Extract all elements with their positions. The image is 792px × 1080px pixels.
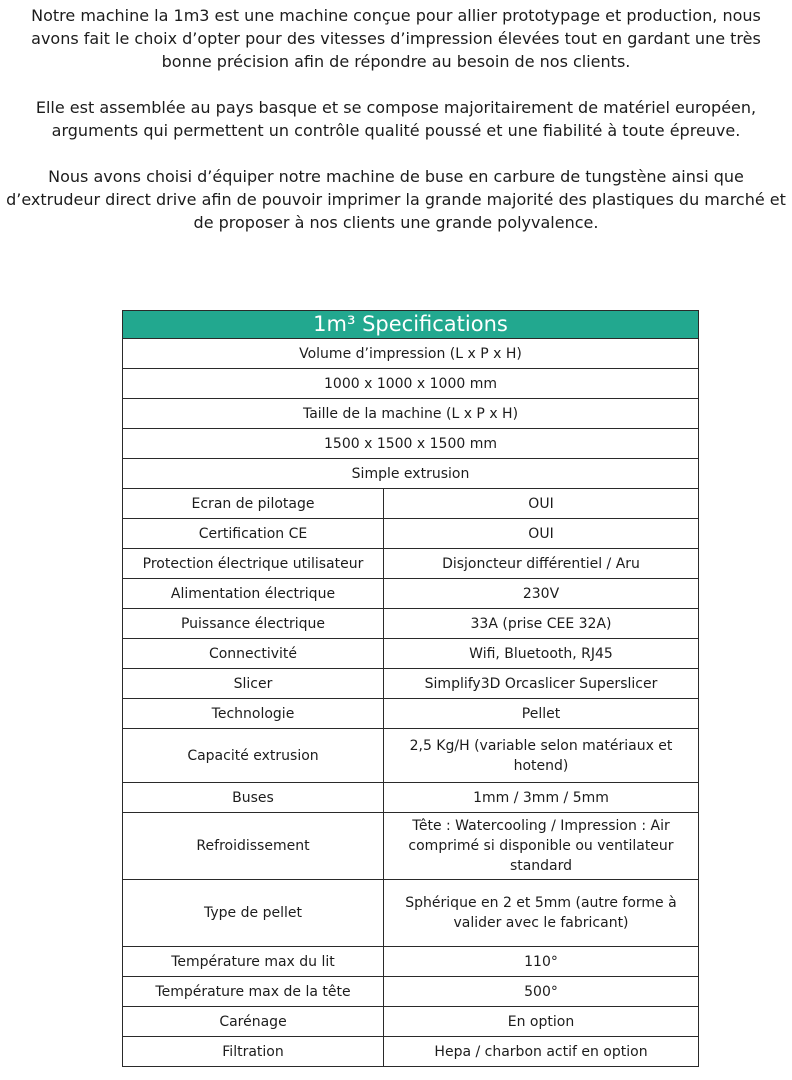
table-row [123, 459, 699, 489]
spec-value: Disjoncteur différentiel / Aru [384, 549, 699, 579]
spec-value: 500° [384, 977, 699, 1007]
spec-label: Type de pellet [123, 880, 384, 947]
spec-value: 230V [384, 579, 699, 609]
spec-value: Tête : Watercooling / Impression : Air comprimé si disponible ou ventilateur standard [384, 813, 699, 880]
table-row [123, 369, 699, 399]
spec-label: Alimentation électrique [123, 579, 384, 609]
table-row [123, 519, 699, 549]
spec-label: Température max de la tête [123, 977, 384, 1007]
table-row [123, 699, 699, 729]
table-title: 1m³ Specifications [123, 311, 699, 339]
table-row [123, 729, 699, 783]
table-row [123, 339, 699, 369]
intro-text [6, 4, 786, 234]
table-cell: Volume d’impression (L x P x H) [123, 339, 699, 369]
table-row [123, 489, 699, 519]
spec-label: Slicer [123, 669, 384, 699]
table-row [123, 549, 699, 579]
spec-value: Simplify3D Orcaslicer Superslicer [384, 669, 699, 699]
specifications-table [122, 310, 699, 1067]
spec-value: OUI [384, 489, 699, 519]
spec-value: Sphérique en 2 et 5mm (autre forme à valider avec le fabricant) [384, 880, 699, 947]
table-row [123, 669, 699, 699]
intro-paragraph-1: Notre machine la 1m3 est une machine conçue pour allier prototypage et production, nous avons fait le choix d’opter pour des vitesses d’impression élevées tout en gardant une très bonne précision afin de répondre au besoin de nos clients. [31, 6, 761, 71]
table-row [123, 579, 699, 609]
spec-label: Certification CE [123, 519, 384, 549]
table-cell: Taille de la machine (L x P x H) [123, 399, 699, 429]
table-row [123, 977, 699, 1007]
spec-label: Technologie [123, 699, 384, 729]
table-row [123, 609, 699, 639]
spec-label: Refroidissement [123, 813, 384, 880]
spec-label: Carénage [123, 1007, 384, 1037]
table-row [123, 1037, 699, 1067]
table-row [123, 947, 699, 977]
table-cell: Simple extrusion [123, 459, 699, 489]
spec-label: Puissance électrique [123, 609, 384, 639]
table-cell: 1000 x 1000 x 1000 mm [123, 369, 699, 399]
table-cell: 1500 x 1500 x 1500 mm [123, 429, 699, 459]
spec-value: OUI [384, 519, 699, 549]
spec-value: 2,5 Kg/H (variable selon matériaux et hotend) [384, 729, 699, 783]
spec-value: En option [384, 1007, 699, 1037]
spec-label: Capacité extrusion [123, 729, 384, 783]
spec-label: Protection électrique utilisateur [123, 549, 384, 579]
spec-value: Wifi, Bluetooth, RJ45 [384, 639, 699, 669]
spec-value: 1mm / 3mm / 5mm [384, 783, 699, 813]
spec-value: 110° [384, 947, 699, 977]
spec-label: Filtration [123, 1037, 384, 1067]
spec-value: Hepa / charbon actif en option [384, 1037, 699, 1067]
spec-label: Température max du lit [123, 947, 384, 977]
spec-label: Ecran de pilotage [123, 489, 384, 519]
table-row [123, 399, 699, 429]
spec-value: Pellet [384, 699, 699, 729]
spec-label: Buses [123, 783, 384, 813]
intro-paragraph-3: Nous avons choisi d’équiper notre machine de buse en carbure de tungstène ainsi que d’extrudeur direct drive afin de pouvoir imprimer la grande majorité des plastiques du marché et de proposer à nos clients une grande polyvalence. [6, 167, 786, 232]
table-row [123, 1007, 699, 1037]
table-row [123, 429, 699, 459]
intro-paragraph-2: Elle est assemblée au pays basque et se compose majoritairement de matériel européen, arguments qui permettent un contrôle qualité poussé et une fiabilité à toute épreuve. [35, 98, 757, 140]
spec-value: 33A (prise CEE 32A) [384, 609, 699, 639]
table-row [123, 783, 699, 813]
table-row [123, 813, 699, 880]
table-row [123, 639, 699, 669]
spec-label: Connectivité [123, 639, 384, 669]
table-title-row [123, 311, 699, 339]
table-row [123, 880, 699, 947]
